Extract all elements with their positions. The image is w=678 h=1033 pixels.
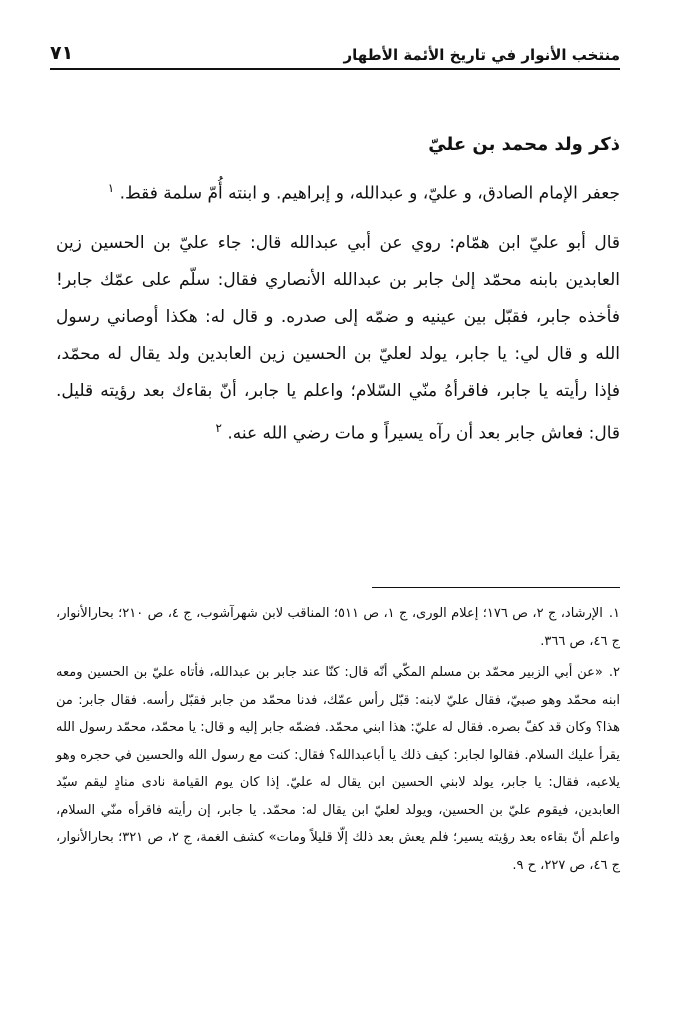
paragraph-text: جعفر الإمام الصادق، و عليّ، و عبدالله، و إبراهيم. و ابنته أُمّ سلمة فقط. [119,183,620,204]
paragraph-text: قال أبو عليّ ابن همّام: روي عن أبي عبدالله قال: جاء عليّ بن الحسين زين العابدين بابنه محمّد إلىٰ جابر بن عبدالله الأنصاري فقال: سلّم على عمّك جابر! فأخذه جابر، فقبّل بين عينيه و ضمّه إلى صدره. و قال له: هكذا أوصاني رسول الله و قال لي: يا جابر، يولد لعليّ بن الحسين زين العابدين ولد يقال له محمّد، فإذا رأيته يا جابر، فاقرأهُ منّي السّلام؛ واعلم يا جابر، أنّ بقاءك بعد رؤيته قليل. قال: فعاش جابر بعد أن رآه يسيراً و مات رضي الله عنه. [56,232,620,444]
page-number: ٧١ [50,42,74,64]
main-text [56,128,620,464]
footnote [56,659,620,879]
section-heading: ذكر ولد محمد بن عليّ [428,134,620,155]
footnote-ref: ١ [107,181,115,195]
paragraph-children [56,170,620,213]
page-header [50,30,620,70]
footnote-ref: ٢ [215,420,222,435]
footnote-divider [372,587,620,588]
paragraph-narration [56,225,620,453]
footnote-text: «عن أبي الزبير محمّد بن مسلم المكّي أنّه قال: كنّا عند جابر بن عبدالله، فأتاه عليّ بن الحسين ومعه ابنه محمّد وهو صبيّ، فقال عليّ لابنه: قبّل رأس عمّك، فدنا محمّد من جابر فقبّل رأسه. فقال جابر: من هذا؟ وكان قد كفّ بصره. فقال له عليّ: هذا ابني محمّد. فضمّه جابر إليه و قال: يا محمّد، محمّد رسول الله يقرأ عليك السلام. فقالوا لجابر: كيف ذلك يا أباعبدالله؟ فقال: كنت مع رسول الله والحسين في حجره وهو يلاعبه، فقال: يا جابر، يولد لابني الحسين ابن يقال له عليّ. إذا كان يوم القيامة نادى منادٍ ليقم سيّد العابدين، فيقوم عليّ بن الحسين، ويولد لعليّ ابن يقال له: محمّد. يا جابر، إن رأيته فاقرأه منّي السلام، واعلم أنّ بقاءه بعد رؤيته يسير؛ فلم يعش بعد ذلك إلّا قليلاً ومات» كشف الغمة، ج ٢، ص ٣٢١؛ بحارالأنوار، ج ٤٦، ص ٢٢٧، ح ٩. [56,665,620,873]
footnotes [56,600,620,883]
footnote-text: الإرشاد، ج ٢، ص ١٧٦؛ إعلام الورى، ج ١، ص ٥١١؛ المناقب لابن شهرآشوب، ج ٤، ص ٢١٠؛ بحارالأنوار، ج ٤٦، ص ٣٦٦. [56,606,620,649]
footnote-number: ١. [608,606,620,621]
footnote-number: ٢. [608,665,620,680]
footnote [56,600,620,655]
running-title: منتخب الأنوار في تاريخ الأئمة الأطهار [343,46,620,64]
